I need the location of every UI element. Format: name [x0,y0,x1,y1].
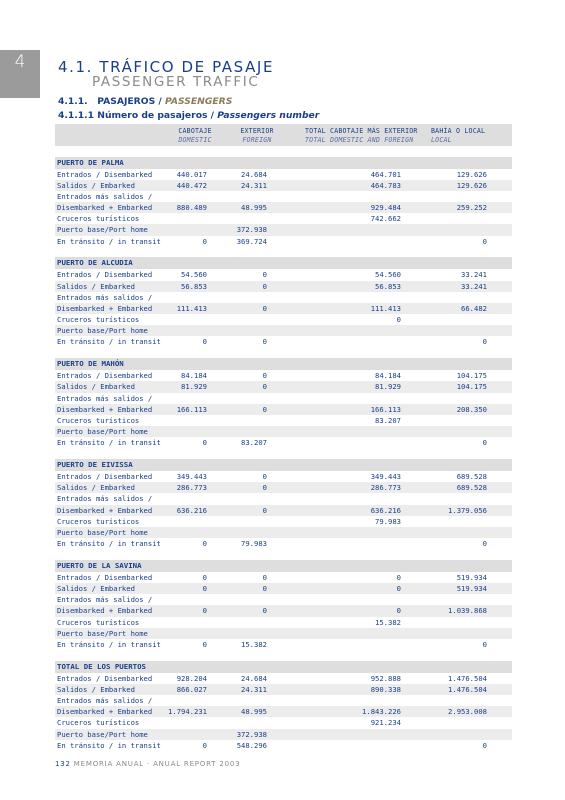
row-label: Salidos / Embarked [57,281,135,291]
table-row [55,684,512,695]
subsection-title-es: Número de pasajeros / [97,110,215,121]
table-row [55,516,512,527]
cell-total: 464.783 [370,180,401,190]
column-header-total: TOTAL CABOTAJE MÁS EXTERIOR TOTAL DOMESTIC AND FOREIGN [305,127,418,144]
cell-local: 0 [482,236,487,246]
row-label: En tránsito / in transit [57,639,161,649]
chapter-tab [0,50,40,98]
cell-local: 519.934 [456,583,487,593]
cell-domestic: 0 [202,438,207,448]
cell-foreign: 0 [262,583,267,593]
cell-local: 519.934 [456,572,487,582]
row-label: En tránsito / in transit [57,236,161,246]
cell-local: 33.241 [461,281,487,291]
table-row [55,639,512,650]
cell-domestic: 81.929 [181,382,207,392]
table-row [55,202,512,213]
table-row [55,527,512,538]
cell-total: 890.338 [370,684,401,694]
cell-foreign: 24.684 [241,673,267,683]
cell-foreign: 24.311 [241,180,267,190]
cell-domestic: 0 [202,583,207,593]
table-row [55,393,512,404]
table-row [55,381,512,392]
cell-domestic: 880.489 [176,203,207,213]
cell-local: 1.476.504 [448,684,487,694]
cell-domestic: 349.443 [176,471,207,481]
cell-foreign: 0 [262,606,267,616]
table-row [55,617,512,628]
footer-text: MEMORIA ANUAL · ANUAL REPORT 2003 [73,760,241,768]
section-spacer [55,650,512,661]
table-row [55,740,512,751]
cell-local: 0 [482,438,487,448]
section-spacer [55,549,512,560]
cell-local: 0 [482,337,487,347]
cell-foreign: 83.207 [241,438,267,448]
cell-local: 1.476.504 [448,673,487,683]
cell-local: 689.528 [456,471,487,481]
cell-total: 111.413 [370,303,401,313]
table-row [55,572,512,583]
column-header-local: BAHÍA O LOCAL LOCAL [431,127,486,144]
subsection-number: 4.1.1.1 [58,110,95,121]
page-number: 132 [55,760,71,768]
cell-local: 66.482 [461,303,487,313]
row-label: Puerto base/Port home [57,527,148,537]
table-row [55,482,512,493]
cell-domestic: 0 [202,639,207,649]
table-row [55,415,512,426]
cell-foreign: 24.684 [241,169,267,179]
row-label: Cruceros turísticos [57,516,140,526]
cell-domestic: 0 [202,337,207,347]
row-label: Salidos / Embarked [57,382,135,392]
table-row [55,292,512,303]
cell-total: 1.843.226 [362,707,401,717]
cell-local: 208.350 [456,404,487,414]
cell-local: 0 [482,740,487,750]
cell-total: 0 [396,572,401,582]
row-label: Puerto base/Port home [57,225,148,235]
cell-total: 742.662 [370,214,401,224]
cell-total: 929.484 [370,203,401,213]
cell-total: 636.216 [370,505,401,515]
cell-total: 84.184 [375,371,401,381]
cell-local: 1.379.056 [448,505,487,515]
cell-foreign: 372.938 [236,225,267,235]
port-section-title: PUERTO DE LA SAVINA [55,560,512,572]
cell-foreign: 0 [262,337,267,347]
cell-domestic: 54.560 [181,270,207,280]
cell-foreign: 0 [262,471,267,481]
section-title-en: PASSENGERS [164,96,233,107]
section-spacer [55,448,512,459]
row-label: Disembarked + Embarked [57,606,153,616]
row-label: Cruceros turísticos [57,718,140,728]
row-label: Entrados más salidos / [57,292,153,302]
row-label: Entrados / Disembarked [57,673,153,683]
cell-foreign: 0 [262,404,267,414]
row-label: Cruceros turísticos [57,415,140,425]
cell-total: 79.983 [375,516,401,526]
cell-domestic: 0 [202,572,207,582]
row-label: Entrados más salidos / [57,191,153,201]
cell-total: 15.382 [375,617,401,627]
cell-foreign: 0 [262,371,267,381]
cell-domestic: 84.184 [181,371,207,381]
cell-domestic: 0 [202,740,207,750]
row-label: Entrados más salidos / [57,695,153,705]
cell-total: 83.207 [375,415,401,425]
row-label: En tránsito / in transit [57,740,161,750]
cell-local: 129.626 [456,169,487,179]
cell-total: 464.701 [370,169,401,179]
row-label: Disembarked + Embarked [57,404,153,414]
cell-foreign: 48.995 [241,203,267,213]
cell-domestic: 440.017 [176,169,207,179]
table-row [55,628,512,639]
cell-local: 104.175 [456,382,487,392]
table-row [55,236,512,247]
subsection-title [58,110,319,121]
row-label: Disembarked + Embarked [57,707,153,717]
table-row [55,426,512,437]
cell-local: 689.528 [456,483,487,493]
section-title [58,96,232,107]
row-label: Puerto base/Port home [57,628,148,638]
port-section-title: TOTAL DE LOS PUERTOS [55,661,512,673]
cell-foreign: 24.311 [241,684,267,694]
cell-total: 56.853 [375,281,401,291]
row-label: En tránsito / in transit [57,337,161,347]
row-label: Salidos / Embarked [57,483,135,493]
row-label: Entrados / Disembarked [57,270,153,280]
table-header [55,124,512,146]
cell-foreign: 0 [262,505,267,515]
subsection-title-en: Passengers number [217,110,320,121]
row-label: Cruceros turísticos [57,617,140,627]
table-row [55,404,512,415]
heading-english: PASSENGER TRAFFIC [92,74,260,90]
table-row [55,493,512,504]
chapter-number: 4 [14,52,26,72]
cell-total: 0 [396,315,401,325]
cell-total: 952.888 [370,673,401,683]
cell-local: 0 [482,539,487,549]
port-section-title: PUERTO DE EIVISSA [55,459,512,471]
cell-total: 286.773 [370,483,401,493]
table-row [55,729,512,740]
table-row [55,281,512,292]
cell-total: 0 [396,583,401,593]
cell-local: 104.175 [456,371,487,381]
row-label: Entrados más salidos / [57,393,153,403]
cell-foreign: 0 [262,483,267,493]
port-section-title: PUERTO DE ALCUDIA [55,257,512,269]
row-label: Disembarked + Embarked [57,203,153,213]
table-row [55,538,512,549]
cell-local: 33.241 [461,270,487,280]
cell-foreign: 0 [262,270,267,280]
cell-domestic: 166.113 [176,404,207,414]
table-row [55,180,512,191]
table-row [55,325,512,336]
cell-domestic: 440.472 [176,180,207,190]
row-label: En tránsito / in transit [57,438,161,448]
row-label: Disembarked + Embarked [57,303,153,313]
cell-total: 166.113 [370,404,401,414]
table-row [55,605,512,616]
table-row [55,706,512,717]
table-row [55,336,512,347]
cell-local: 0 [482,639,487,649]
cell-total: 54.560 [375,270,401,280]
column-header-foreign: EXTERIOR FOREIGN [240,127,274,144]
cell-local: 129.626 [456,180,487,190]
table-row [55,169,512,180]
cell-domestic: 0 [202,606,207,616]
table-body [55,146,512,751]
table-row [55,583,512,594]
table-row [55,213,512,224]
row-label: Entrados más salidos / [57,595,153,605]
page-footer [55,760,240,768]
cell-foreign: 0 [262,572,267,582]
cell-foreign: 369.724 [236,236,267,246]
cell-local: 259.252 [456,203,487,213]
cell-domestic: 1.794.231 [168,707,207,717]
cell-total: 0 [396,606,401,616]
cell-domestic: 866.027 [176,684,207,694]
table-row [55,505,512,516]
row-label: Puerto base/Port home [57,427,148,437]
cell-foreign: 0 [262,303,267,313]
cell-foreign: 372.938 [236,729,267,739]
row-label: Cruceros turísticos [57,315,140,325]
cell-local: 1.039.868 [448,606,487,616]
table-row [55,269,512,280]
section-number: 4.1.1. [58,96,88,107]
table-row [55,673,512,684]
cell-domestic: 0 [202,236,207,246]
row-label: Entrados / Disembarked [57,169,153,179]
column-header-domestic: CABOTAJE DOMESTIC [178,127,212,144]
table-row [55,717,512,728]
heading-spanish: 4.1. TRÁFICO DE PASAJE [58,58,275,76]
cell-foreign: 79.983 [241,539,267,549]
row-label: Entrados / Disembarked [57,572,153,582]
row-label: En tránsito / in transit [57,539,161,549]
cell-domestic: 0 [202,539,207,549]
row-label: Salidos / Embarked [57,583,135,593]
table-row [55,437,512,448]
row-label: Salidos / Embarked [57,180,135,190]
cell-foreign: 548.296 [236,740,267,750]
section-title-es: PASAJEROS / [97,96,162,107]
table-row [55,695,512,706]
cell-foreign: 15.382 [241,639,267,649]
row-label: Disembarked + Embarked [57,505,153,515]
table-row [55,370,512,381]
table-row [55,594,512,605]
section-spacer [55,146,512,157]
table-row [55,314,512,325]
row-label: Entrados más salidos / [57,494,153,504]
row-label: Entrados / Disembarked [57,371,153,381]
table-row [55,303,512,314]
row-label: Entrados / Disembarked [57,471,153,481]
table-row [55,191,512,202]
cell-local: 2.953.008 [448,707,487,717]
cell-total: 349.443 [370,471,401,481]
table-row [55,224,512,235]
cell-domestic: 286.773 [176,483,207,493]
section-spacer [55,247,512,258]
cell-domestic: 56.853 [181,281,207,291]
cell-total: 921.234 [370,718,401,728]
cell-foreign: 0 [262,382,267,392]
row-label: Cruceros turísticos [57,214,140,224]
cell-foreign: 48.995 [241,707,267,717]
section-spacer [55,348,512,359]
cell-foreign: 0 [262,281,267,291]
row-label: Salidos / Embarked [57,684,135,694]
cell-domestic: 636.216 [176,505,207,515]
port-section-title: PUERTO DE PALMA [55,157,512,169]
cell-total: 81.929 [375,382,401,392]
row-label: Puerto base/Port home [57,326,148,336]
port-section-title: PUERTO DE MAHÓN [55,358,512,370]
cell-domestic: 111.413 [176,303,207,313]
cell-domestic: 928.204 [176,673,207,683]
passenger-table [55,124,512,751]
row-label: Puerto base/Port home [57,729,148,739]
table-row [55,471,512,482]
